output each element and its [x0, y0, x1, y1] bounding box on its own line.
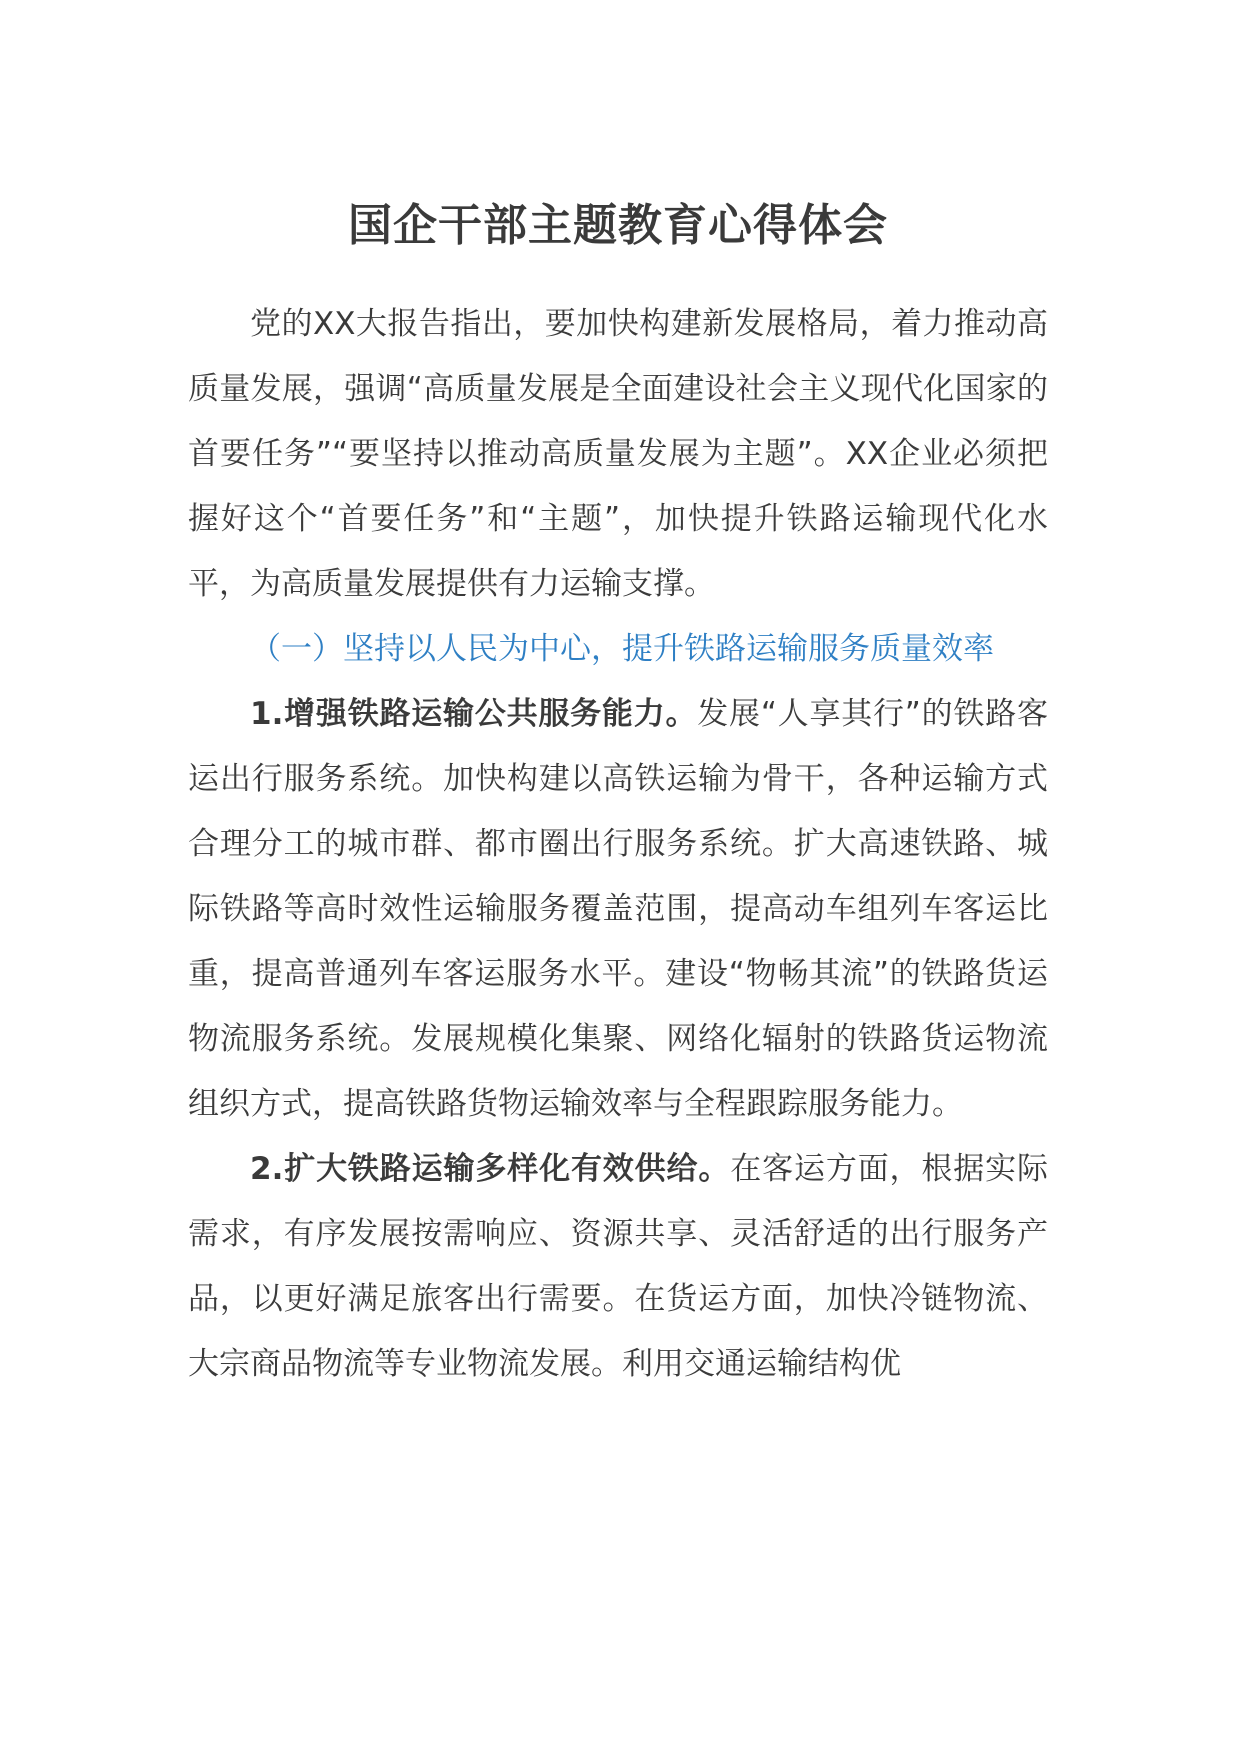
- item-paragraph-1: [188, 682, 1048, 1137]
- item-body-2: 在客运方面，根据实际需求，有序发展按需响应、资源共享、灵活舒适的出行服务产品，以更好满足旅客出行需要。在货运方面，加快冷链物流、大宗商品物流等专业物流发展。利用交通运输结构优: [188, 1151, 1048, 1382]
- item-lead-2: 2.扩大铁路运输多样化有效供给。: [250, 1151, 731, 1187]
- intro-paragraph: 党的XX大报告指出，要加快构建新发展格局，着力推动高质量发展，强调“高质量发展是全面建设社会主义现代化国家的首要任务”“要坚持以推动高质量发展为主题”。XX企业必须把握好这个“首要任务”和“主题”，加快提升铁路运输现代化水平，为高质量发展提供有力运输支撑。: [188, 306, 1048, 602]
- document-page: [188, 196, 1048, 1397]
- document-title: 国企干部主题教育心得体会: [348, 200, 888, 251]
- item-lead-1: 1.增强铁路运输公共服务能力。: [250, 696, 698, 732]
- section-heading: （一）坚持以人民为中心，提升铁路运输服务质量效率: [250, 631, 994, 667]
- item-paragraph-2: [188, 1137, 1048, 1397]
- item-body-1: 发展“人享其行”的铁路客运出行服务系统。加快构建以高铁运输为骨干，各种运输方式合理分工的城市群、都市圈出行服务系统。扩大高速铁路、城际铁路等高时效性运输服务覆盖范围，提高动车组列车客运比重，提高普通列车客运服务水平。建设“物畅其流”的铁路货运物流服务系统。发展规模化集聚、网络化辐射的铁路货运物流组织方式，提高铁路货物运输效率与全程跟踪服务能力。: [188, 696, 1048, 1122]
